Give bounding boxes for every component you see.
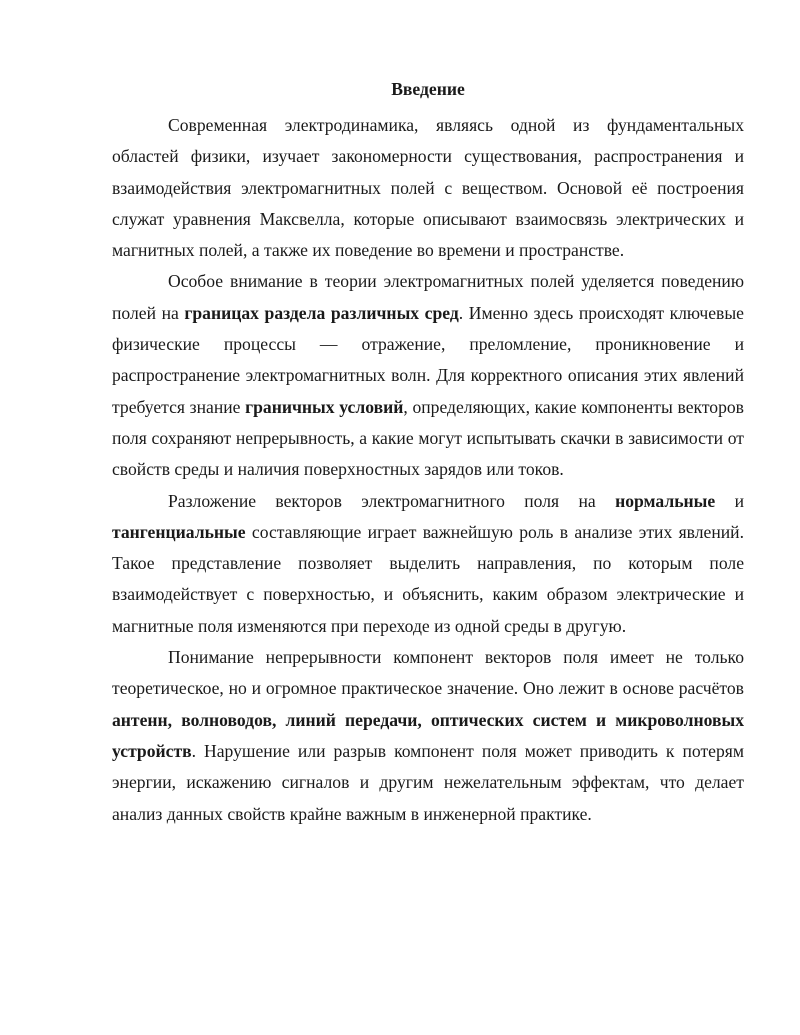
bold-term: граничных условий	[245, 396, 404, 417]
paragraphs-container	[112, 110, 744, 830]
paragraph	[112, 110, 744, 266]
document-body	[112, 76, 744, 830]
bold-term: нормальные	[615, 490, 716, 511]
document-title: Введение	[391, 79, 465, 99]
bold-term: границах раздела различных сред	[184, 302, 459, 323]
text-run: и	[715, 490, 744, 511]
text-run: составляющие играет важнейшую роль в анализе этих явлений. Такое представление позволяет выделить направления, по которым поле взаимодействует с поверхностью, и объяснить, каким образом электрические и магнитные поля изменяются при переходе из одной среды в другую.	[112, 521, 744, 636]
paragraph	[112, 642, 744, 830]
bold-term: антенн, волноводов, линий передачи, оптических систем и микроволновых устройств	[112, 709, 744, 761]
text-run: Особое внимание в теории электромагнитных полей уделяется поведению полей на	[112, 271, 744, 323]
text-run: Современная электродинамика, являясь одной из фундаментальных областей физики, изучает закономерности существования, распространения и взаимодействия электромагнитных полей с веществом. Основой её построения служат уравнения Максвелла, которые описывают взаимосвязь электрических и магнитных полей, а также их поведение во времени и пространстве.	[112, 115, 744, 261]
text-run: , определяющих, какие компоненты векторов поля сохраняют непрерывность, а какие могут испытывать скачки в зависимости от свойств среды и наличия поверхностных зарядов или токов.	[112, 396, 744, 480]
paragraph	[112, 486, 744, 642]
bold-term: тангенциальные	[112, 521, 246, 542]
text-run: . Именно здесь происходят ключевые физические процессы — отражение, преломление, проникновение и распространение электромагнитных волн. Для корректного описания этих явлений требуется знание	[112, 302, 744, 417]
paragraph	[112, 266, 744, 485]
text-run: Разложение векторов электромагнитного поля на	[168, 490, 616, 511]
text-run: . Нарушение или разрыв компонент поля может приводить к потерям энергии, искажению сигналов и другим нежелательным эффектам, что делает анализ данных свойств крайне важным в инженерной практике.	[112, 740, 744, 824]
text-run: Понимание непрерывности компонент векторов поля имеет не только теоретическое, но и огромное практическое значение. Оно лежит в основе расчётов	[112, 647, 744, 699]
